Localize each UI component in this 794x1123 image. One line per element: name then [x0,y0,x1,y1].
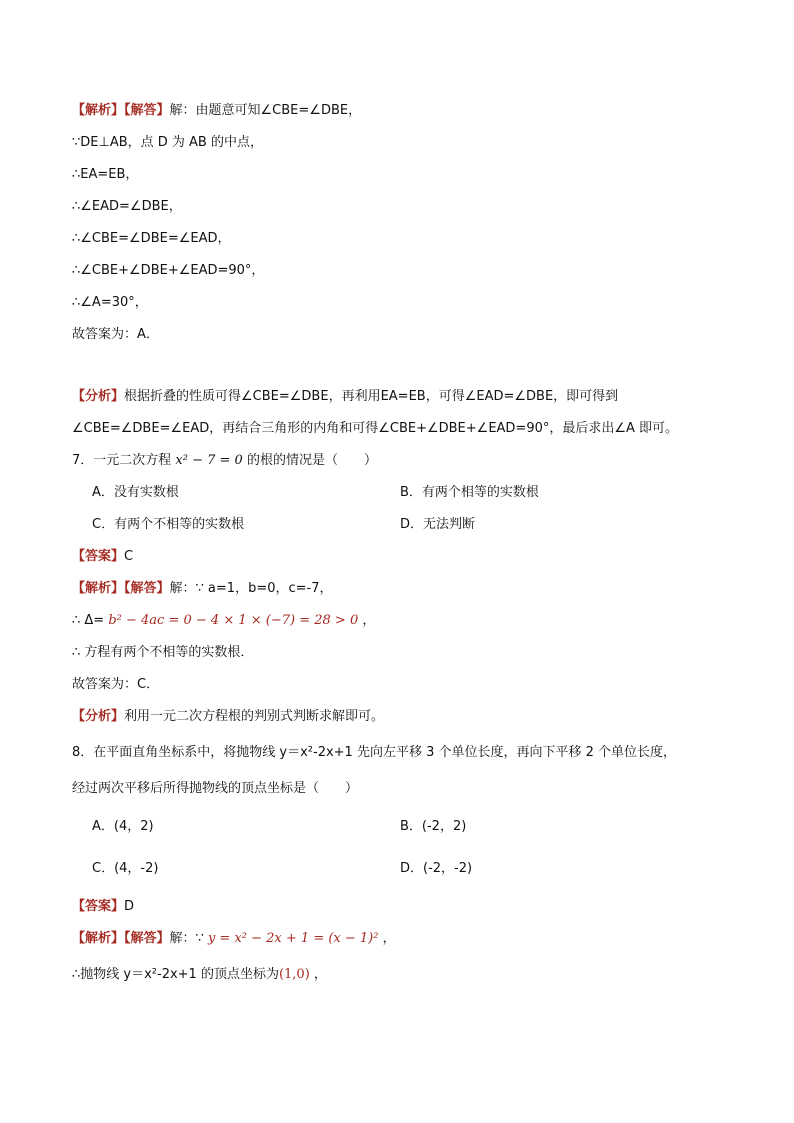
analysis6-text1: 解：由题意可知∠CBE=∠DBE， [169,103,362,118]
q7-sol1-text: 解：∵ a=1，b=0，c=-7， [169,581,333,596]
fenxi-tag: 【分析】 [72,389,125,404]
answer-tag: 【答案】 [72,549,125,564]
q8-sol1-prefix: 解：∵ [169,931,204,946]
analysis-tag: 【解析】 [72,103,125,118]
q8-option-a: A．(4，2) [92,819,154,834]
analysis6-answer: 故答案为：A． [72,327,159,342]
fenxi-text1: 根据折叠的性质可得∠CBE=∠DBE，再利用EA=EB，可得∠EAD=∠DBE，即可得到 [124,389,619,404]
solution-tag: 【解答】 [124,581,170,596]
q7-answer [72,548,133,566]
solution-tag: 【解答】 [124,103,170,118]
q7-prefix: 7．一元二次方程 [72,453,172,468]
q8-answer-value: D [124,899,135,914]
q7-sol2 [72,612,375,630]
q7-sol3: ∴ 方程有两个不相等的实数根． [72,645,254,660]
q7-sol2-suffix: ， [362,613,376,628]
analysis6-line1 [72,102,361,120]
q7-sol1 [72,580,332,598]
q7-sol2-prefix: ∴ Δ= [72,613,105,628]
q8-option-d: D．(-2，-2) [400,861,473,876]
q7-fenxi [72,708,384,726]
q8-sol2-suffix: ， [313,967,327,982]
q8-sol2-prefix: ∴抛物线 y＝x²-2x+1 的顶点坐标为 [72,967,279,982]
analysis-tag: 【解析】 [72,581,125,596]
q7-equation: x² − 7 = 0 [175,453,243,468]
q8-stem2: 经过两次平移后所得抛物线的顶点坐标是（ ） [72,781,359,796]
q7-option-b: B．有两个相等的实数根 [400,485,539,500]
solution-tag: 【解答】 [124,931,170,946]
q7-option-a: A．没有实数根 [92,485,179,500]
q7-answer-value: C [124,549,134,564]
answer-tag: 【答案】 [72,899,125,914]
fenxi-tag: 【分析】 [72,709,125,724]
analysis6-line2: ∵DE⊥AB，点 D 为 AB 的中点， [72,135,263,150]
analysis6-fenxi-line2: ∠CBE=∠DBE=∠EAD，再结合三角形的内角和可得∠CBE+∠DBE+∠EAD=90°，最后求出∠A 即可。 [72,421,679,436]
q7-fenxi-text: 利用一元二次方程根的判别式判断求解即可。 [124,709,385,724]
q7-suffix: 的根的情况是（ ） [246,453,377,468]
analysis6-line7: ∴∠A=30°， [72,295,148,310]
q7-answer-line: 故答案为：C． [72,677,160,692]
q7-stem [72,452,377,470]
q8-sol2-math: (1,0) [278,967,310,982]
q8-sol1-suffix: ， [382,931,396,946]
q7-sol2-math: b² − 4ac = 0 − 4 × 1 × (−7) = 28 > 0 [108,613,359,628]
q7-option-d: D．无法判断 [400,517,476,532]
analysis6-line4: ∴∠EAD=∠DBE， [72,199,182,214]
analysis6-line3: ∴EA=EB， [72,167,139,182]
q8-sol1-math: y = x² − 2x + 1 = (x − 1)² [207,931,379,946]
analysis6-line6: ∴∠CBE+∠DBE+∠EAD=90°， [72,263,265,278]
q8-stem1: 8．在平面直角坐标系中，将抛物线 y＝x²-2x+1 先向左平移 3 个单位长度，再向下平移 2 个单位长度， [72,745,677,760]
analysis6-fenxi-line1 [72,388,618,406]
q8-option-c: C．(4，-2) [92,861,159,876]
q7-option-c: C．有两个不相等的实数根 [92,517,245,532]
q8-sol2 [72,966,327,984]
q8-option-b: B．(-2，2) [400,819,467,834]
q8-sol1 [72,930,396,948]
q8-answer [72,898,134,916]
analysis-tag: 【解析】 [72,931,125,946]
analysis6-line5: ∴∠CBE=∠DBE=∠EAD， [72,231,231,246]
